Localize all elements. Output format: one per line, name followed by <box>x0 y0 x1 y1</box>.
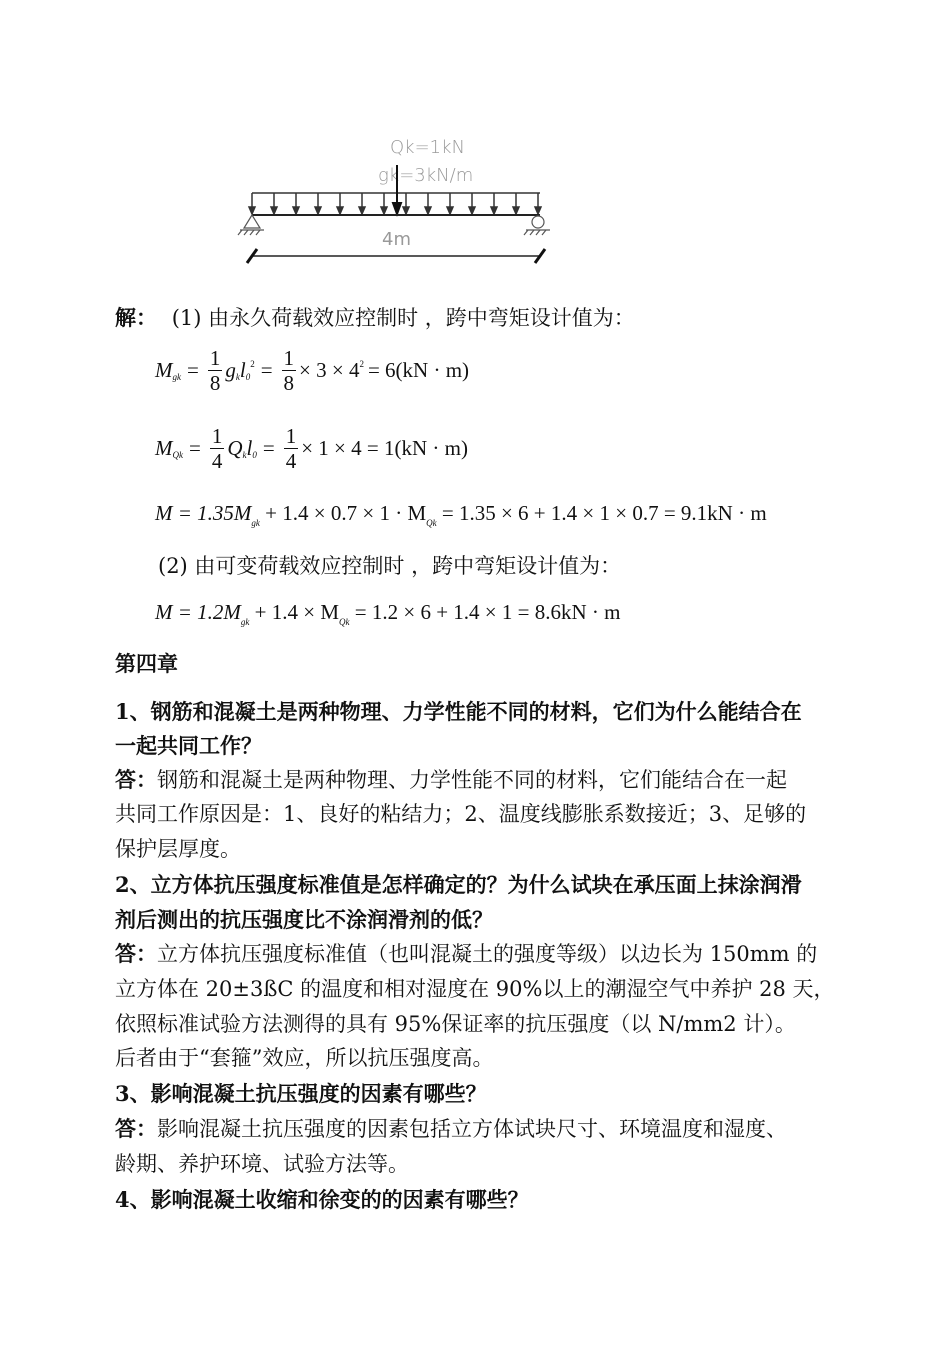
eq1-frac-1: $\frac{1}{8}$ <box>209 346 221 395</box>
q1-answer-label: 答： <box>115 767 157 792</box>
eq1-g: g <box>225 358 236 382</box>
q2-answer-label: 答： <box>115 941 157 966</box>
chapter-heading: 第四章 <box>115 651 178 676</box>
equation-2: M Qk = $\frac{1}{4}$ Q k l 0 = $\frac{1}{4}$ × 1 × 4 = 1(kN · m) <box>155 424 468 473</box>
equation-3: $M = 1.35M_{gk} + 1.4 \times 0.7 \times 1 \cdot M_{Qk} = 1.35 \times 6 + 1.4 \times 1 \times 0.7 = 9.1kN \cdot m$ <box>155 501 767 528</box>
span-label: 4m <box>382 229 411 250</box>
q3-title: 3、影响混凝土抗压强度的因素有哪些？ <box>115 1081 487 1106</box>
q3-answer-line-1 <box>115 1117 787 1141</box>
eq1-frac-2: $\frac{1}{8}$ <box>283 346 295 395</box>
pin-support <box>238 215 264 235</box>
eq2-q: Q <box>227 436 243 460</box>
eq2-lhs-sub: Qk <box>172 449 183 460</box>
solution-label: 解： <box>115 305 157 330</box>
q3-answer-text-1: 影响混凝土抗压强度的因素包括立方体试块尺寸、环境温度和湿度、 <box>157 1117 787 1141</box>
eq1-rest: × 3 × 4 <box>299 358 360 382</box>
q1-title-line-1: 1、钢筋和混凝土是两种物理、力学性能不同的材料，它们为什么能结合在 <box>115 699 802 724</box>
q3-answer-line-2: 龄期、养护环境、试验方法等。 <box>115 1152 409 1176</box>
roller-support <box>524 216 550 235</box>
q1-answer-line-2: 共同工作原因是：1、良好的粘结力；2、温度线膨胀系数接近；3、足够的 <box>115 802 807 826</box>
solution-line-1 <box>115 306 635 330</box>
eq2-l: l <box>246 436 253 460</box>
case-2-text: (2) 由可变荷载效应控制时 ，跨中弯矩设计值为： <box>158 554 622 578</box>
eq1-lhs: M <box>155 358 173 382</box>
case-1-text: (1) 由永久荷载效应控制时 ，跨中弯矩设计值为： <box>171 306 635 330</box>
q2-answer-line-1 <box>115 942 817 966</box>
q2-answer-line-3: 依照标准试验方法测得的具有 95%保证率的抗压强度（以 N/mm2 计）。 <box>115 1012 796 1036</box>
q1-answer-line-3: 保护层厚度。 <box>115 837 241 861</box>
q1-answer-line-1 <box>115 768 787 792</box>
eq1-lhs-sub: gk <box>172 371 181 382</box>
equation-1: M gk = $\frac{1}{8}$ g k l 0 2 = $\frac{1}{8}$ × 3 × 4 2 = 6(kN · m) <box>155 346 470 395</box>
eq2-lhs: M <box>155 436 173 460</box>
q3-answer-label: 答： <box>115 1116 157 1141</box>
q1-answer-text-1: 钢筋和混凝土是两种物理、力学性能不同的材料，它们能结合在一起 <box>157 768 787 792</box>
eq1-result: = 6(kN · m) <box>367 358 470 382</box>
eq2-frac-2: $\frac{1}{4}$ <box>285 424 297 473</box>
eq1-l: l <box>239 358 246 382</box>
point-load-label: Qk=1kN <box>390 137 466 158</box>
q2-answer-line-2: 立方体在 20±3ßC 的温度和相对湿度在 90%以上的潮湿空气中养护 28 天， <box>115 977 835 1001</box>
beam-load-diagram <box>230 125 560 275</box>
q2-answer-text-1: 立方体抗压强度标准值（也叫混凝土的强度等级）以边长为 150mm 的 <box>157 942 818 966</box>
q2-title-line-2: 剂后测出的抗压强度比不涂润滑剂的低？ <box>115 907 493 932</box>
q2-title-line-1: 2、立方体抗压强度标准值是怎样确定的？为什么试块在承压面上抹涂润滑 <box>115 872 802 897</box>
eq2-rest: × 1 × 4 = 1(kN · m) <box>301 436 468 460</box>
q1-title-line-2: 一起共同工作？ <box>115 733 262 758</box>
distributed-load-label: gk=3kN/m <box>378 165 474 186</box>
eq2-frac-1: $\frac{1}{4}$ <box>211 424 223 473</box>
q4-title: 4、影响混凝土收缩和徐变的的因素有哪些？ <box>115 1187 529 1212</box>
q2-answer-line-4: 后者由于“套箍”效应，所以抗压强度高。 <box>115 1046 494 1070</box>
equation-4: $M = 1.2M_{gk} + 1.4 \times M_{Qk} = 1.2 \times 6 + 1.4 \times 1 = 8.6kN \cdot m$ <box>155 600 621 627</box>
